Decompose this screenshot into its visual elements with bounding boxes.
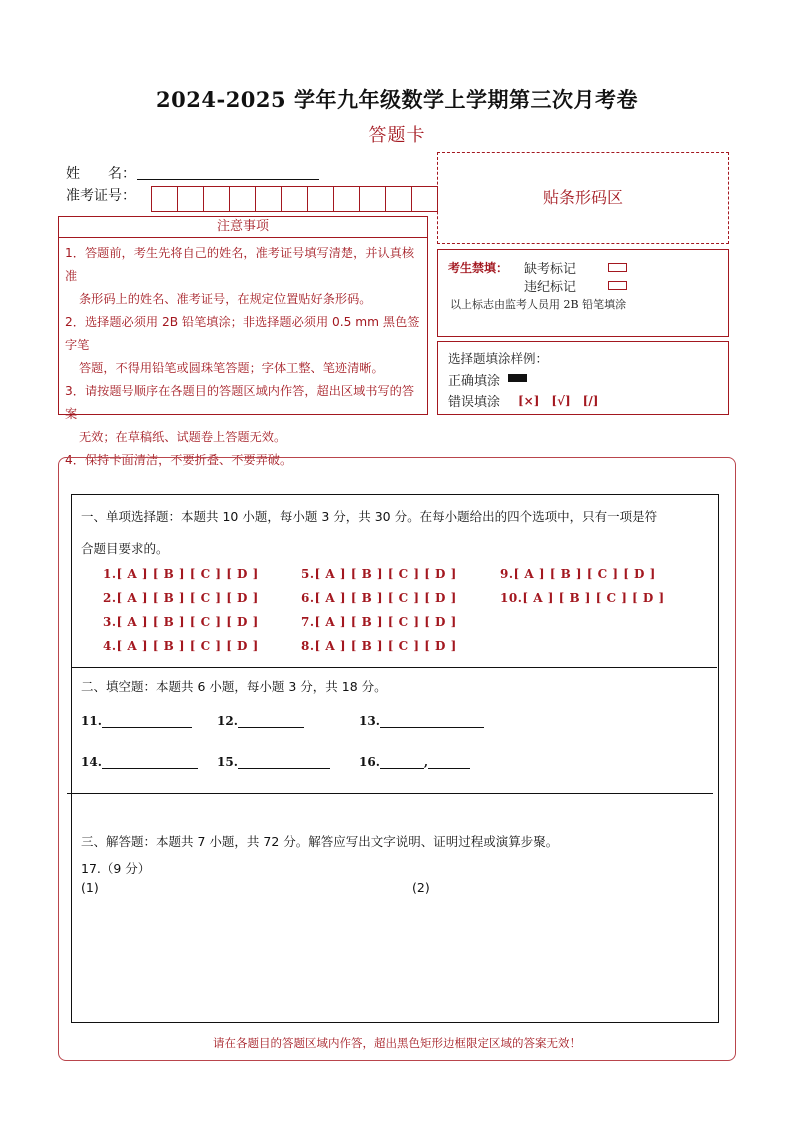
blank-13[interactable]: 13. bbox=[359, 714, 484, 728]
id-digit-box[interactable] bbox=[256, 187, 282, 211]
choice-row-3[interactable]: 3.[ A ] [ B ] [ C ] [ D ] bbox=[103, 615, 259, 629]
id-digit-box[interactable] bbox=[152, 187, 178, 211]
answer-sheet-subtitle: 答题卡 bbox=[368, 125, 426, 146]
choice-row-2[interactable]: 2.[ A ] [ B ] [ C ] [ D ] bbox=[103, 591, 259, 605]
choice-row-1[interactable]: 1.[ A ] [ B ] [ C ] [ D ] bbox=[103, 567, 259, 581]
absent-label: 缺考标记 bbox=[524, 262, 577, 277]
section-divider bbox=[71, 667, 717, 668]
notice-body bbox=[59, 238, 427, 476]
wrong-fill-marks: [×] [√] [/] bbox=[518, 394, 599, 408]
id-digit-box[interactable] bbox=[308, 187, 334, 211]
blank-14[interactable]: 14. bbox=[81, 755, 198, 769]
notice-panel bbox=[58, 216, 428, 467]
notice-item-cont: 条形码上的姓名、准考证号，在规定位置贴好条形码。 bbox=[79, 292, 372, 306]
choice-row-6[interactable]: 6.[ A ] [ B ] [ C ] [ D ] bbox=[301, 591, 457, 605]
section3-heading: 三、解答题：本题共 7 小题，共 72 分。解答应写出文字说明、证明过程或演算步聚。 bbox=[81, 834, 559, 849]
name-label: 姓 名： bbox=[66, 166, 136, 182]
violation-label: 违纪标记 bbox=[524, 280, 577, 295]
fill-sample-panel bbox=[437, 341, 729, 415]
section1-heading-cont: 合题目要求的。 bbox=[81, 541, 169, 556]
forbid-heading: 考生禁填： bbox=[448, 261, 509, 275]
id-digit-box[interactable] bbox=[178, 187, 204, 211]
blank-12[interactable]: 12. bbox=[217, 714, 304, 728]
question-17-label: 17.（9 分） bbox=[81, 861, 151, 876]
blank-15[interactable]: 15. bbox=[217, 755, 330, 769]
blank-11[interactable]: 11. bbox=[81, 714, 192, 728]
barcode-area bbox=[437, 152, 729, 244]
notice-item: 2．选择题必须用 2B 铅笔填涂；非选择题必须用 0.5 mm 黑色签字笔 bbox=[65, 315, 420, 352]
id-digit-box[interactable] bbox=[386, 187, 412, 211]
id-digit-box[interactable] bbox=[230, 187, 256, 211]
blank-16[interactable]: 16. , bbox=[359, 755, 470, 769]
notice-item: 4．保持卡面清洁，不要折叠、不要弄破。 bbox=[65, 453, 293, 467]
exam-id-boxes[interactable] bbox=[151, 186, 438, 212]
section2-heading: 二、填空题：本题共 6 小题，每小题 3 分，共 18 分。 bbox=[81, 679, 387, 694]
notice-item: 1．答题前，考生先将自己的姓名，准考证号填写清楚，并认真核准 bbox=[65, 246, 415, 283]
section1-heading: 一、单项选择题：本题共 10 小题，每小题 3 分，共 30 分。在每小题给出的四个选项中，只有一项是符 bbox=[81, 509, 658, 524]
choice-row-10[interactable]: 10.[ A ] [ B ] [ C ] [ D ] bbox=[500, 591, 665, 605]
id-digit-box[interactable] bbox=[334, 187, 360, 211]
id-digit-box[interactable] bbox=[282, 187, 308, 211]
choice-row-8[interactable]: 8.[ A ] [ B ] [ C ] [ D ] bbox=[301, 639, 457, 653]
exam-title: 2024-2025 学年九年级数学上学期第三次月考卷 bbox=[156, 87, 638, 112]
choice-row-4[interactable]: 4.[ A ] [ B ] [ C ] [ D ] bbox=[103, 639, 259, 653]
barcode-label: 贴条形码区 bbox=[542, 188, 623, 207]
footer-warning: 请在各题目的答题区域内作答，超出黑色矩形边框限定区域的答案无效！ bbox=[213, 1036, 581, 1050]
exam-id-label: 准考证号： bbox=[66, 188, 136, 204]
notice-heading: 注意事项 bbox=[59, 217, 427, 238]
choice-row-7[interactable]: 7.[ A ] [ B ] [ C ] [ D ] bbox=[301, 615, 457, 629]
examiner-only-panel bbox=[437, 249, 729, 337]
violation-mark[interactable] bbox=[608, 278, 627, 293]
section-divider bbox=[67, 793, 713, 794]
notice-item: 3．请按题号顺序在各题目的答题区域内作答，超出区域书写的答案 bbox=[65, 384, 415, 421]
absent-mark[interactable] bbox=[608, 260, 627, 275]
id-digit-box[interactable] bbox=[360, 187, 386, 211]
id-digit-box[interactable] bbox=[412, 187, 437, 211]
correct-fill-label: 正确填涂 bbox=[448, 374, 501, 389]
question-17-part1[interactable]: (1) bbox=[81, 880, 99, 895]
sample-heading: 选择题填涂样例： bbox=[448, 351, 549, 366]
name-field[interactable] bbox=[137, 178, 319, 180]
notice-item-cont: 答题，不得用铅笔或圆珠笔答题；字体工整、笔迹清晰。 bbox=[79, 361, 384, 375]
id-digit-box[interactable] bbox=[204, 187, 230, 211]
question-17-part2[interactable]: (2) bbox=[412, 880, 430, 895]
notice-item-cont: 无效；在草稿纸、试题卷上答题无效。 bbox=[79, 430, 287, 444]
choice-row-9[interactable]: 9.[ A ] [ B ] [ C ] [ D ] bbox=[500, 567, 656, 581]
wrong-fill-label: 错误填涂 bbox=[448, 395, 501, 410]
choice-row-5[interactable]: 5.[ A ] [ B ] [ C ] [ D ] bbox=[301, 567, 457, 581]
forbid-note: 以上标志由监考人员用 2B 铅笔填涂 bbox=[450, 298, 627, 311]
correct-fill-mark bbox=[508, 374, 527, 382]
